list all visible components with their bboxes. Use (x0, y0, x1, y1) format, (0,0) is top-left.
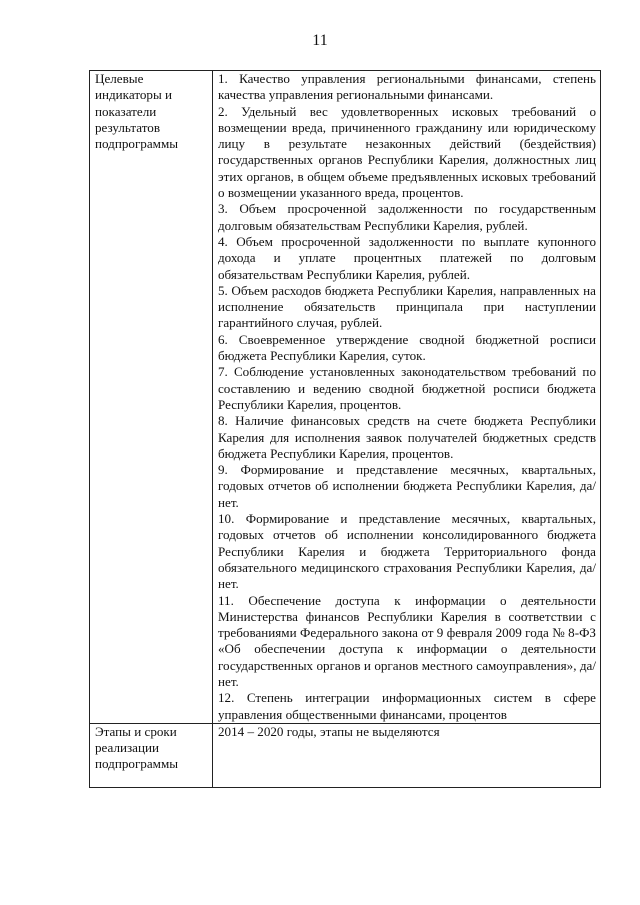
indicator-item: 4. Объем просроченной задолженности по выплате купонного дохода и уплате процентных платежей по долговым обязательствам Республики Карелия, рублей. (218, 233, 596, 282)
indicator-item: 8. Наличие финансовых средств на счете бюджета Республики Карелия для исполнения заявок получателей бюджетных средств бюджета Республики Карелия, процентов. (218, 413, 596, 461)
indicator-item: 6. Своевременное утверждение сводной бюджетной росписи бюджета Республики Карелия, суток. (218, 331, 596, 364)
indicator-item: 7. Соблюдение установленных законодательством требований по составлению и ведению сводной бюджетной росписи бюджета Республики Карелия, процентов. (218, 364, 596, 412)
subprogram-passport-table (89, 70, 601, 788)
row-label: Этапы и сроки реализации подпрограммы (90, 723, 213, 787)
table-row-stages (90, 723, 601, 787)
stages-item: 2014 – 2020 годы, этапы не выделяются (218, 723, 440, 739)
indicator-item: 9. Формирование и представление месячных, квартальных, годовых отчетов об исполнении бюджета Республики Карелия, да/нет. (218, 462, 596, 510)
indicator-item: 11. Обеспечение доступа к информации о деятельности Министерства финансов Республики Карелия в соответствии с требованиями Федерального закона от 9 февраля 2009 года № 8-ФЗ «Об обеспечении доступа к информации о деятельности государственных органов и органов местного самоуправления», да/нет. (218, 592, 596, 689)
indicator-item: 1. Качество управления региональными финансами, степень качества управления региональными финансами. (218, 71, 596, 103)
page-number: 11 (312, 32, 328, 49)
indicator-item: 2. Удельный вес удовлетворенных исковых требований о возмещении вреда, причиненного гражданину или юридическому лицу в результате незаконных действий (бездействия) государственных органов Республики Карелия, должностных лиц этих органов, в общем объеме предъявленных исковых требований о возмещении указанного вреда, процентов. (218, 103, 596, 201)
indicator-item: 12. Степень интеграции информационных систем в сфере управления общественными финансами, процентов (218, 690, 596, 722)
table-row-indicators (90, 71, 601, 724)
indicator-item: 3. Объем просроченной задолженности по государственным долговым обязательствам Республики Карелия, рублей. (218, 201, 596, 233)
row-content (213, 71, 601, 724)
indicator-item: 5. Объем расходов бюджета Республики Карелия, направленных на исполнение обязательств принципала при наступлении гарантийного случая, рублей. (218, 282, 596, 331)
row-content (213, 723, 601, 787)
indicator-item: 10. Формирование и представление месячных, квартальных, годовых отчетов об исполнении консолидированного бюджета Республики Карелия и бюджета Территориального фонда обязательного медицинского страхования Республики Карелия, да/нет. (218, 511, 596, 592)
row-label: Целевые индикаторы и показатели результатов подпрограммы (90, 71, 213, 724)
